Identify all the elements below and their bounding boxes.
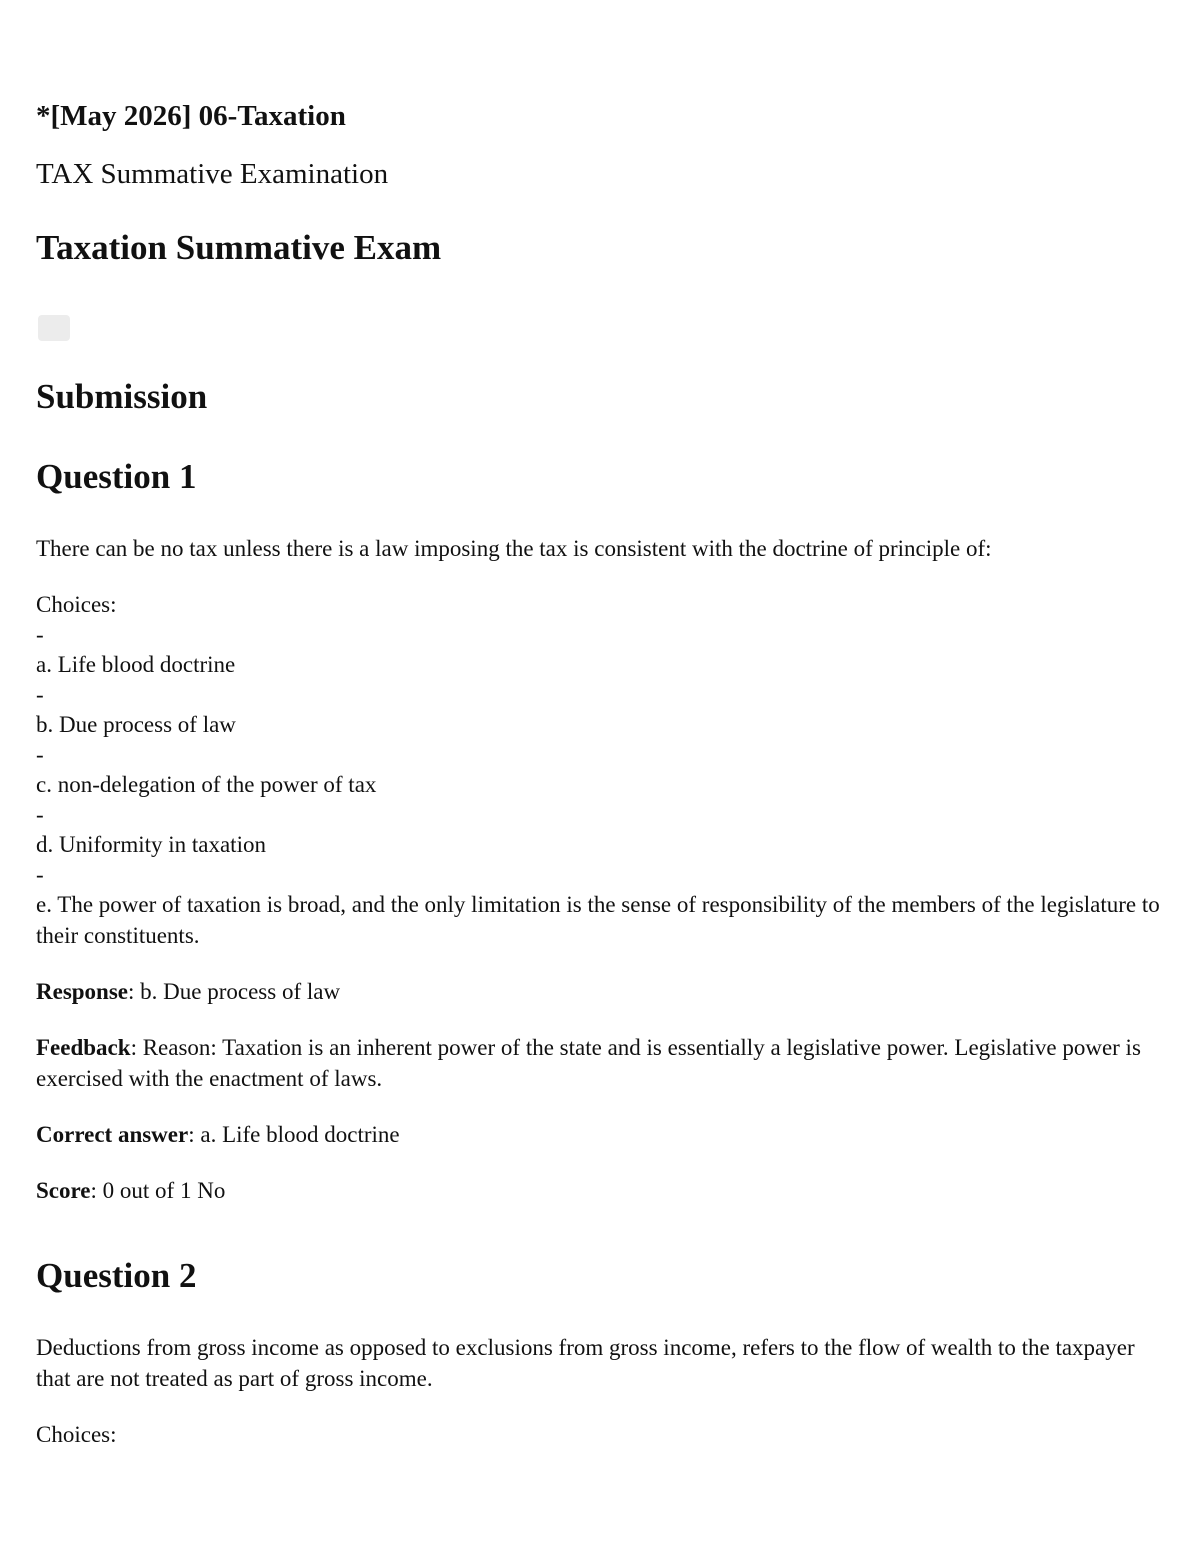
response-line (36, 976, 1164, 1007)
score-value: : 0 out of 1 No (90, 1178, 226, 1203)
choice-dash: - (36, 622, 44, 647)
question-heading: Question 2 (36, 1256, 197, 1295)
choice-dash: - (36, 742, 44, 767)
choice-b: b. Due process of law (36, 712, 236, 737)
choice-d: d. Uniformity in taxation (36, 832, 266, 857)
choice-c: c. non-delegation of the power of tax (36, 772, 377, 797)
response-label: Response (36, 979, 129, 1004)
choice-dash: - (36, 862, 44, 887)
score-label: Score (36, 1178, 91, 1203)
question-1 (36, 455, 1164, 1206)
correct-answer-line (36, 1119, 1164, 1150)
question-2 (36, 1254, 1164, 1450)
question-heading: Question 1 (36, 457, 197, 496)
correct-answer-value: : a. Life blood doctrine (188, 1122, 400, 1147)
course-title: *[May 2026] 06-Taxation (36, 100, 346, 132)
choice-dash: - (36, 682, 44, 707)
page-title: Taxation Summative Exam (36, 228, 442, 267)
choice-dash: - (36, 802, 44, 827)
feedback-label: Feedback (36, 1035, 131, 1060)
image-placeholder (38, 315, 70, 341)
feedback-value: : Reason: Taxation is an inherent power of the state and is essentially a legislative power. Legislative power is exercised with the enactment of laws. (36, 1035, 1141, 1091)
feedback-line (36, 1032, 1164, 1094)
question-text: There can be no tax unless there is a law imposing the tax is consistent with the doctrine of principle of: (36, 536, 992, 561)
question-text: Deductions from gross income as opposed to exclusions from gross income, refers to the flow of wealth to the taxpayer that are not treated as part of gross income. (36, 1335, 1135, 1391)
choice-e: e. The power of taxation is broad, and the only limitation is the sense of responsibility of the members of the legislature to their constituents. (36, 892, 1160, 948)
choice-a: a. Life blood doctrine (36, 652, 236, 677)
exam-subtitle: TAX Summative Examination (36, 158, 389, 190)
section-title: Submission (36, 377, 208, 416)
choices-label: Choices: (36, 1422, 117, 1447)
score-line (36, 1175, 1164, 1206)
correct-answer-label: Correct answer (36, 1122, 189, 1147)
choices-label: Choices: (36, 592, 117, 617)
response-value: : b. Due process of law (128, 979, 341, 1004)
